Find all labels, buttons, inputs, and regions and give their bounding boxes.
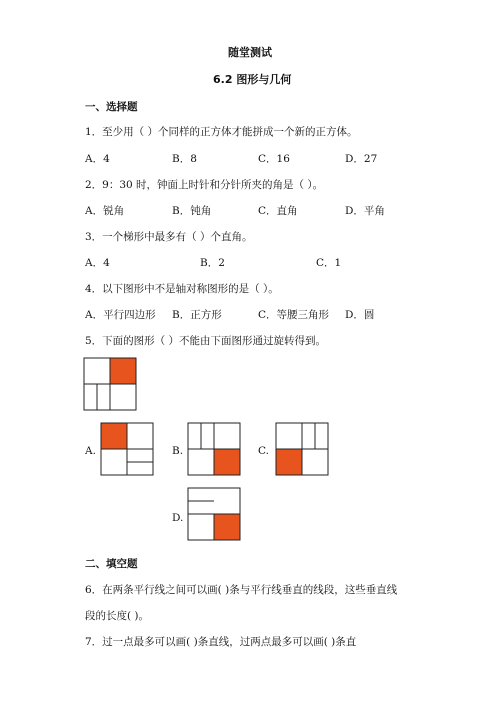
question-6-line-1: 6．在两条平行线之间可以画( )条与平行线垂直的线段，这些垂直线 (85, 584, 398, 596)
question-5-option-d-label: D. (172, 512, 184, 524)
question-1-option-b: B．8 (172, 153, 197, 165)
page-title: 随堂测试 (228, 46, 272, 59)
question-5-option-c-label: C. (258, 445, 269, 457)
question-3-stem: 3．一个梯形中最多有（ ）个直角。 (85, 231, 253, 243)
figure-shaded-square (101, 423, 127, 449)
question-2-stem: 2．9：30 时，钟面上时针和分针所夹的角是（ ）。 (85, 179, 324, 191)
question-3-option-b: B．2 (200, 257, 225, 269)
question-5-stem: 5．下面的图形（ ）不能由下面图形通过旋转得到。 (85, 335, 327, 347)
question-5-original-figure (83, 357, 137, 411)
question-1-option-d: D．27 (345, 153, 378, 165)
question-4-option-d: D．圆 (345, 309, 375, 321)
page-subtitle: 6.2 图形与几何 (213, 73, 292, 86)
figure-shaded-square (110, 358, 136, 384)
question-5-option-a-figure (100, 422, 154, 476)
question-5-option-c-figure (275, 422, 329, 476)
question-1-option-a: A．4 (85, 153, 110, 165)
question-1-option-c: C．16 (258, 153, 290, 165)
question-2-option-c: C．直角 (258, 205, 298, 217)
question-4-stem: 4．以下图形中不是轴对称图形的是（ ）。 (85, 283, 279, 295)
question-5-option-b-label: B. (172, 445, 184, 457)
question-4-option-c: C．等腰三角形 (258, 309, 330, 321)
question-5-option-a-label: A. (85, 445, 96, 457)
question-1-stem: 1．至少用（ ）个同样的正方体才能拼成一个新的正方体。 (85, 126, 358, 138)
figure-shaded-square (214, 514, 240, 540)
question-4-option-a: A．平行四边形 (85, 309, 156, 321)
question-3-option-c: C．1 (316, 257, 342, 269)
question-7-line-1: 7．过一点最多可以画( )条直线，过两点最多可以画( )条直 (85, 636, 357, 648)
question-2-option-d: D．平角 (345, 205, 385, 217)
section-heading-fill-in: 二、填空题 (85, 558, 138, 570)
question-5-option-b-figure (187, 422, 241, 476)
question-6-line-2: 段的长度( )。 (85, 610, 150, 622)
question-2-option-a: A．锐角 (85, 205, 125, 217)
section-heading-choice: 一、选择题 (85, 101, 138, 113)
question-5-option-d-figure (187, 487, 241, 541)
question-3-option-a: A．4 (85, 257, 110, 269)
figure-shaded-square (276, 449, 302, 475)
figure-shaded-square (214, 449, 240, 475)
question-4-option-b: B．正方形 (172, 309, 222, 321)
question-2-option-b: B．钝角 (172, 205, 212, 217)
